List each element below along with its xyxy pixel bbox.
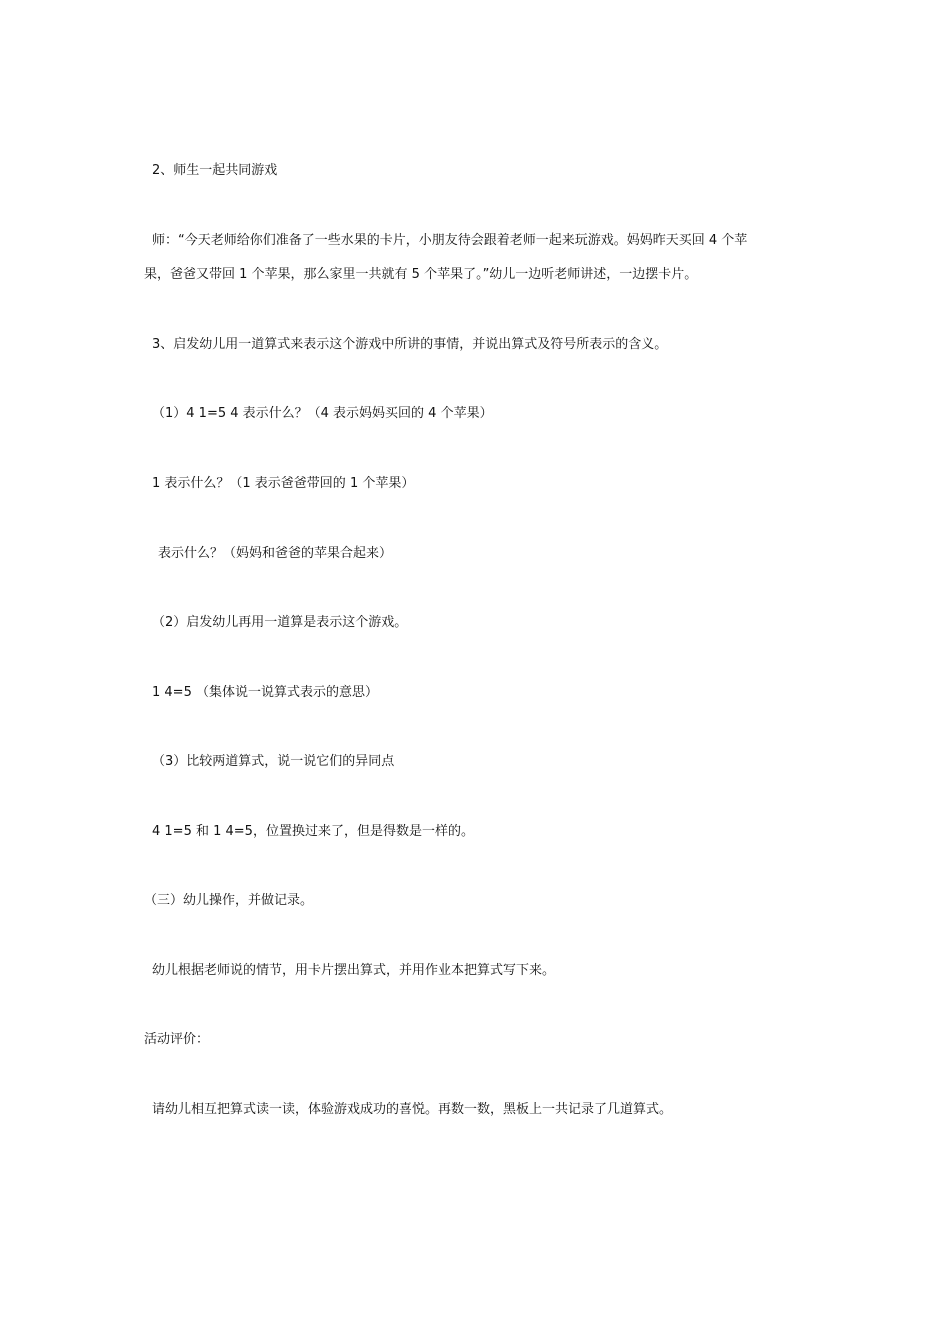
section-heading-game: 2、师生一起共同游戏 [152, 163, 278, 178]
item-3-heading: （3）比较两道算式，说一说它们的异同点 [152, 754, 395, 769]
section-heading-operation: （三）幼儿操作，并做记录。 [144, 893, 314, 908]
item-1-question-3: 表示什么？（妈妈和爸爸的苹果合起来） [158, 546, 393, 561]
paragraph-operation: 幼儿根据老师说的情节，用卡片摆出算式，并用作业本把算式写下来。 [152, 963, 556, 978]
paragraph-evaluation: 请幼儿相互把算式读一读，体验游戏成功的喜悦。再数一数，黑板上一共记录了几道算式。 [152, 1102, 673, 1117]
item-1-question-2: 1 表示什么？（1 表示爸爸带回的 1 个苹果） [152, 476, 415, 491]
item-2-heading: （2）启发幼儿再用一道算是表示这个游戏。 [152, 615, 408, 630]
item-2-formula: 1 4=5 （集体说一说算式表示的意思） [152, 685, 378, 700]
section-heading-formula: 3、启发幼儿用一道算式来表示这个游戏中所讲的事情，并说出算式及符号所表示的含义。 [152, 337, 668, 352]
item-3-conclusion: 4 1=5 和 1 4=5，位置换过来了，但是得数是一样的。 [152, 824, 474, 839]
section-heading-evaluation: 活动评价： [144, 1032, 210, 1047]
paragraph-teacher-line-1: 师：“今天老师给你们准备了一些水果的卡片，小朋友待会跟着老师一起来玩游戏。妈妈昨天买回 4 个苹 [152, 233, 748, 248]
paragraph-teacher-line-2: 果，爸爸又带回 1 个苹果，那么家里一共就有 5 个苹果了。”幼儿一边听老师讲述，一边摆卡片。 [144, 267, 698, 282]
item-1-formula: （1）4 1=5 4 表示什么？（4 表示妈妈买回的 4 个苹果） [152, 406, 493, 421]
